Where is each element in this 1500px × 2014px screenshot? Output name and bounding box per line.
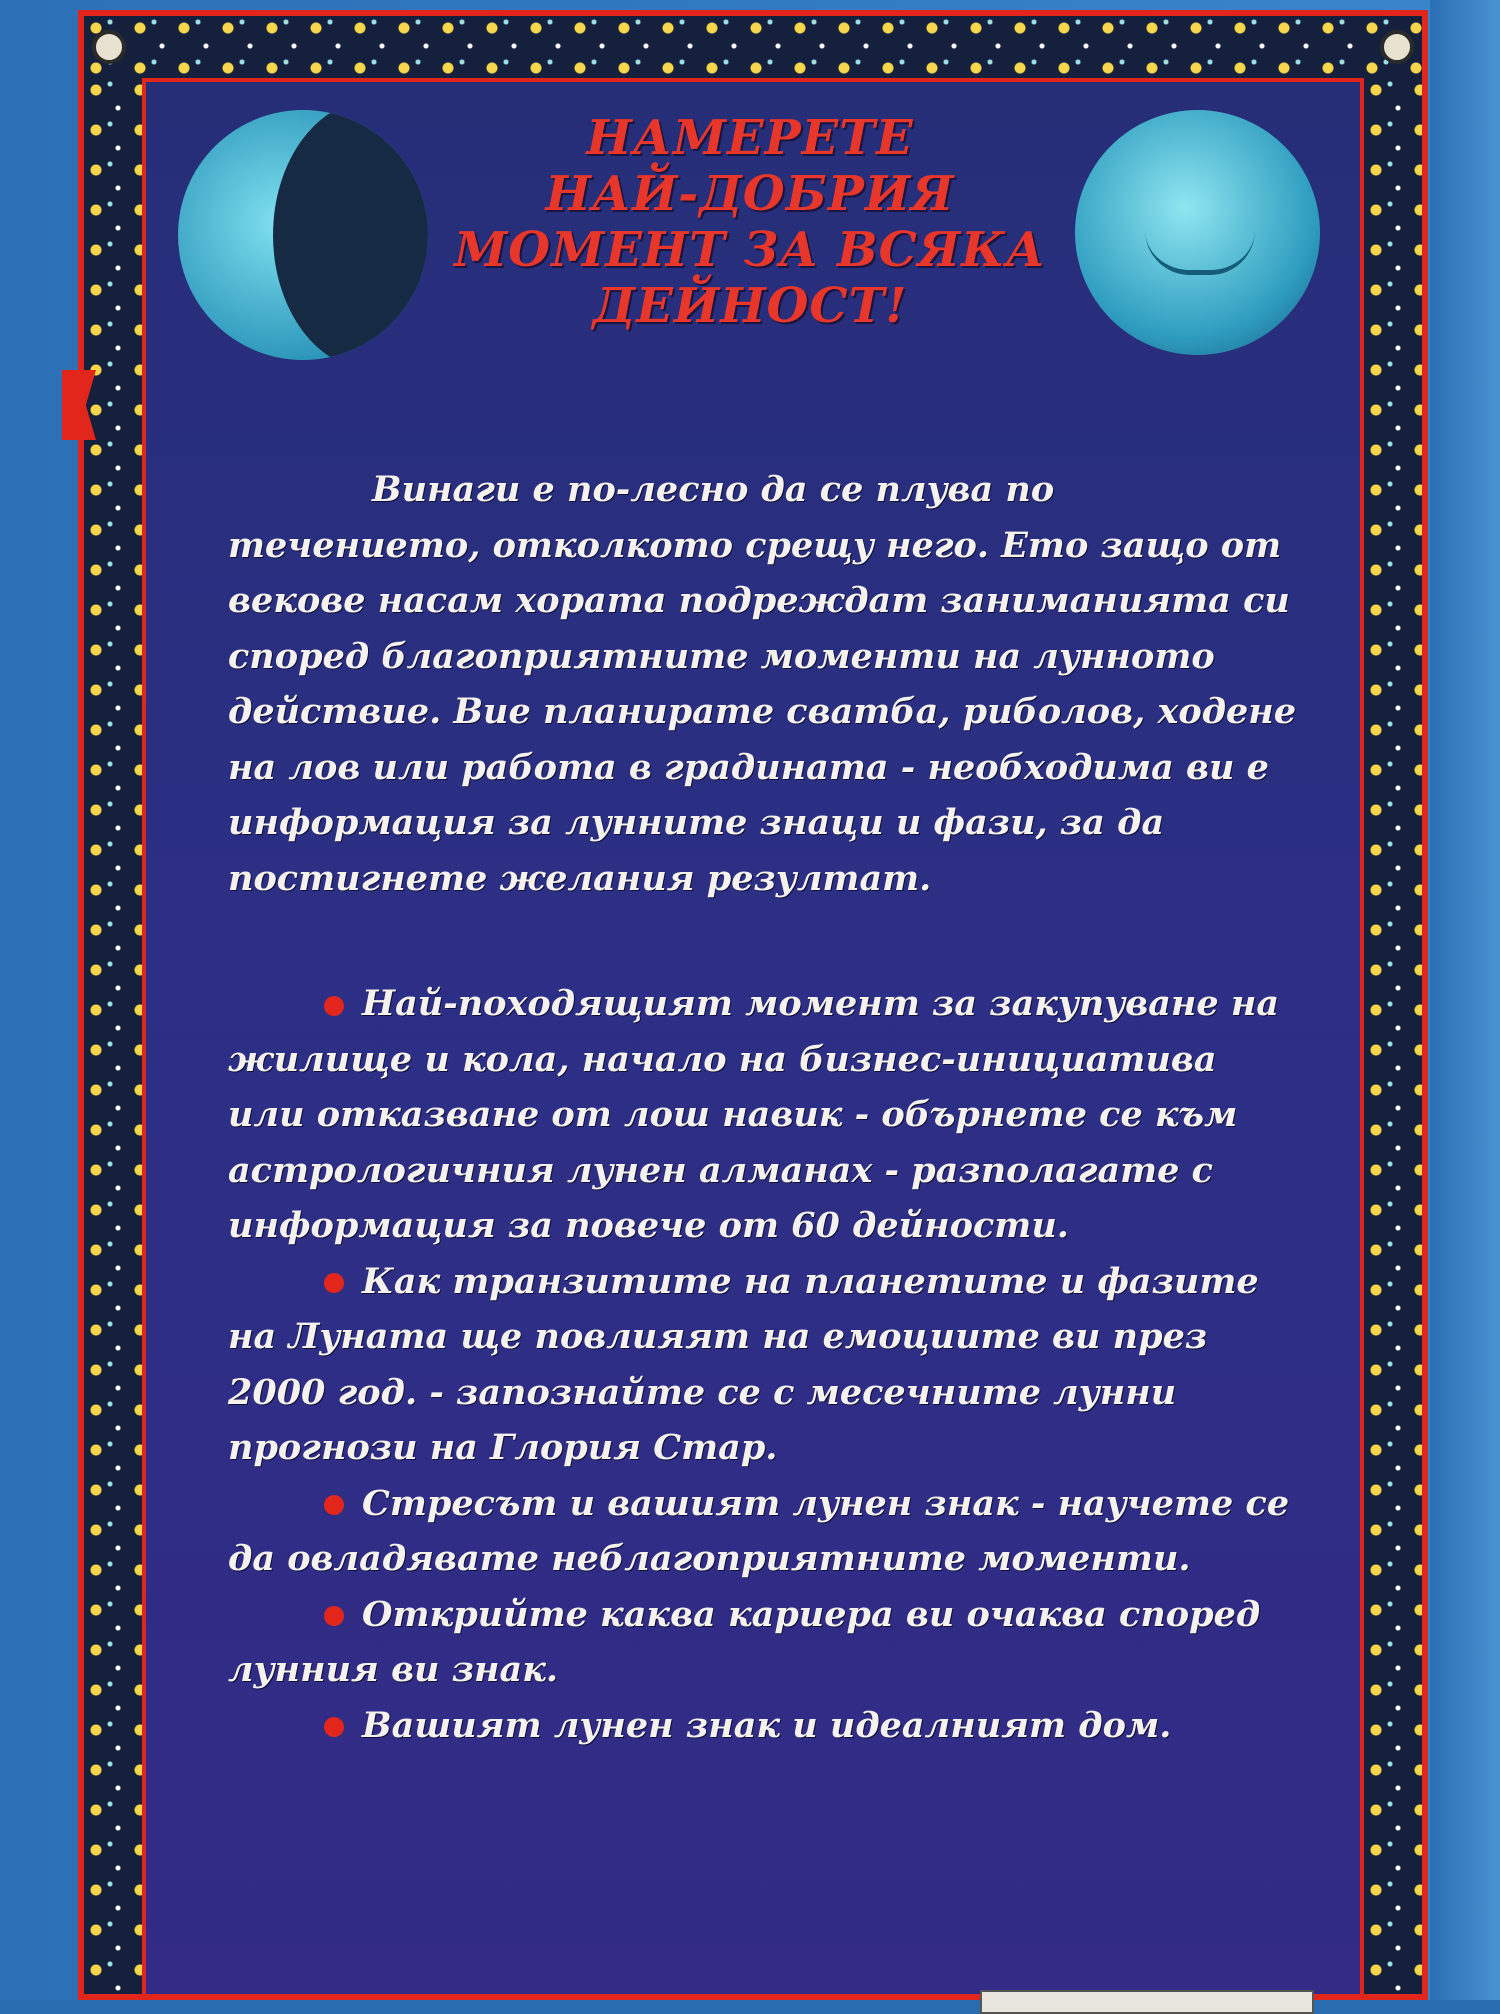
moon-smile — [1145, 230, 1255, 275]
bullet-text: Стресът и вашият лунен знак - научете се да овладявате неблагоприятните моменти. — [228, 1482, 1290, 1579]
star-border-left — [84, 78, 142, 1994]
bullet-item — [228, 1587, 1300, 1698]
star-border-right — [1364, 78, 1422, 1994]
headline — [400, 110, 1100, 334]
crescent-moon-icon — [178, 110, 428, 360]
headline-line: НАЙ-ДОБРИЯ — [545, 166, 955, 222]
back-cover-text — [228, 462, 1300, 1753]
headline-line: НАМЕРЕТЕ — [586, 110, 914, 166]
headline-line: ДЕЙНОСТ! — [592, 278, 908, 334]
bullet-dot-icon — [324, 1273, 344, 1293]
bullet-dot-icon — [324, 1606, 344, 1626]
price-sticker — [980, 1990, 1314, 2014]
bullet-dot-icon — [324, 1717, 344, 1737]
corner-rivet-icon — [92, 30, 126, 64]
bullet-text: Как транзитите на планетите и фазите на Луната ще повлияят на емоциите ви през 2000 год. - запознайте се с месечните лунни прогнози на Глория Стар. — [228, 1260, 1259, 1468]
bullet-item — [228, 1476, 1300, 1587]
bullet-dot-icon — [324, 1495, 344, 1515]
full-moon-icon — [1075, 110, 1320, 355]
bullet-item — [228, 1254, 1300, 1476]
star-border-top — [84, 16, 1422, 78]
intro-paragraph: Винаги е по-лесно да се плува по течението, отколкото срещу него. Ето защо от векове насам хората подреждат заниманията си според благоприятните моменти на лунното действие. Вие планирате сватба, риболов, ходене на лов или работа в градината - необходима ви е информация за лунните знаци и фази, за да постигнете желания резултат. — [228, 469, 1297, 899]
bullet-item — [228, 1698, 1300, 1754]
bullet-dot-icon — [324, 996, 344, 1016]
bullet-text: Открийте каква кариера ви очаква според лунния ви знак. — [228, 1593, 1261, 1690]
bullet-text: Вашият лунен знак и идеалният дом. — [362, 1704, 1172, 1746]
bullet-item — [228, 976, 1300, 1254]
corner-rivet-icon — [1380, 30, 1414, 64]
cover-edge — [1430, 0, 1500, 2000]
headline-line: МОМЕНТ ЗА ВСЯКА — [454, 222, 1046, 278]
bullet-text: Най-походящият момент за закупуване на жилище и кола, начало на бизнес-инициатива или отказване от лош навик - обърнете се към астрологичния лунен алманах - разполагате с информация за повече от 60 дейности. — [228, 983, 1280, 1246]
